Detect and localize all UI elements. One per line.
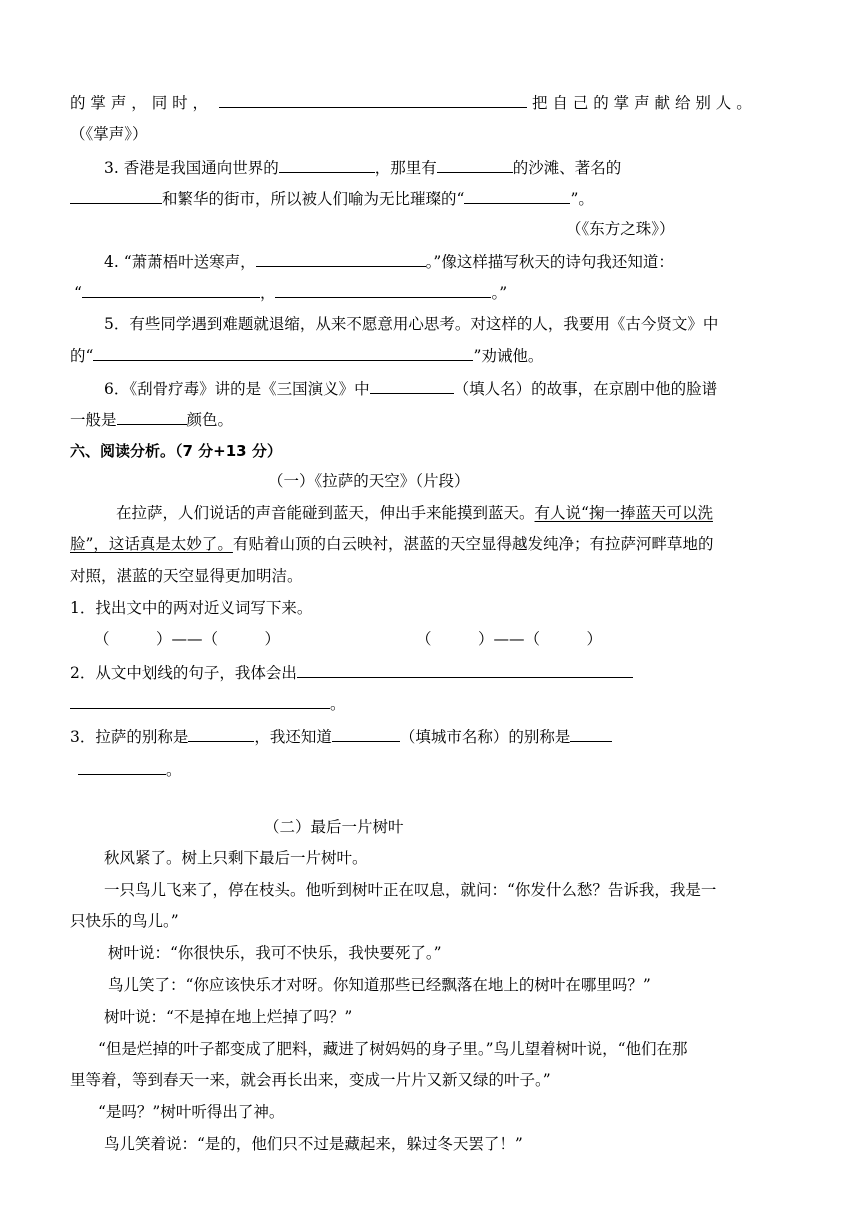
p1-question-1: 1．找出文中的两对近义词写下来。 [70,599,313,617]
synonym-pair-2[interactable]: （ ）——（ ） [416,630,603,648]
answer-blank[interactable] [437,156,513,173]
passage1-line3: 对照，湛蓝的天空显得更加明洁。 [70,567,303,585]
passage1-line1 [116,502,713,524]
answer-blank[interactable] [275,281,491,298]
answer-blank[interactable] [332,725,400,742]
question-3-cont [70,187,594,210]
text: 有贴着山顶的白云映衬，湛蓝的天空显得越发纯净；有拉萨河畔草地的 [232,535,714,553]
answer-blank[interactable] [188,725,254,742]
text: 的 掌 声 ， 同 时 ， [70,94,209,112]
underlined-sentence: 有人说“掬一捧蓝天可以洗 [534,504,713,522]
passage2-title: （二）最后一片树叶 [264,818,404,836]
answer-blank[interactable] [570,725,612,742]
question-5-cont [70,344,543,367]
passage2-line: 鸟儿笑着说：“是的，他们只不过是藏起来，躲过冬天罢了！” [104,1135,523,1153]
passage2-line: 里等着，等到春天一来，就会再长出来，变成一片片又新又绿的叶子。” [70,1071,551,1089]
answer-blank[interactable] [117,408,187,425]
answer-blank[interactable] [82,281,260,298]
answer-blank[interactable] [219,91,527,108]
passage2-line: “是吗？”树叶听得出了神。 [98,1103,285,1121]
question-6-cont [70,408,233,431]
underlined-sentence: 脸”，这话真是太妙了。 [70,535,233,553]
passage1-title: （一）《拉萨的天空》（片段） [268,472,470,490]
text: 2．从文中划线的句子，我体会出 [70,664,297,682]
text: ， [259,284,276,302]
text: 6．《刮骨疗毒》讲的是《三国演义》中 [104,380,370,398]
answer-blank[interactable] [464,187,570,204]
passage2-line: 秋风紧了。树上只剩下最后一片树叶。 [104,849,368,867]
text: 。” [491,284,508,302]
p1-question-3 [70,725,612,748]
text: ”。 [570,190,594,208]
source-dongfang: （《东方之珠》） [566,220,675,238]
answer-blank[interactable] [297,661,633,678]
text: 。 [330,695,346,713]
question-4 [104,250,674,273]
question-6 [104,377,717,400]
text: ，我还知道 [254,728,332,746]
text: 的“ [70,347,94,365]
answer-blank[interactable] [78,758,166,775]
text: “ [74,284,82,302]
text: 颜色。 [186,411,234,429]
text: 一般是 [70,411,117,429]
question-5: 5．有些同学遇到难题就退缩，从来不愿意用心思考。对这样的人，我要用《古今贤文》中 [104,315,719,333]
text: （填人名）的故事，在京剧中他的脸谱 [453,380,718,398]
text: 3. 香港是我国通向世界的 [104,159,279,177]
passage2-line: 树叶说：“你很快乐，我可不快乐，我快要死了。” [108,944,442,962]
text: 。 [166,761,182,779]
text: 和繁华的街市，所以被人们喻为无比璀璨的“ [162,190,465,208]
source-zhangsheng: （《掌声》） [70,125,148,143]
text: ，那里有 [374,159,437,177]
p1-question-2-cont [70,692,346,715]
question-3 [104,156,621,179]
passage2-line: 只快乐的鸟儿。” [70,912,179,930]
text: （填城市名称）的别称是 [399,728,571,746]
passage2-line: “但是烂掉的叶子都变成了肥料，藏进了树妈妈的身子里。”鸟儿望着树叶说，“他们在那 [98,1040,688,1058]
answer-blank[interactable] [256,250,426,267]
passage1-line2 [70,533,713,555]
text: 把 自 己 的 掌 声 献 给 别 人 。 [531,94,752,112]
text: 的沙滩、著名的 [512,159,622,177]
answer-blank[interactable] [70,692,330,709]
answer-blank[interactable] [93,344,473,361]
text: 在拉萨，人们说话的声音能碰到蓝天，伸出手来能摸到蓝天。 [116,504,535,522]
passage2-line: 树叶说：“不是掉在地上烂掉了吗？” [104,1008,353,1026]
text: ”劝诫他。 [473,347,544,365]
text: 。”像这样描写秋天的诗句我还知道： [425,253,674,271]
question-4-cont [74,281,507,304]
synonym-pair-1[interactable]: （ ）——（ ） [94,630,281,648]
text: 4. “萧萧梧叶送寒声， [104,253,256,271]
answer-blank[interactable] [370,377,454,394]
passage2-line: 一只鸟儿飞来了，停在枝头。他听到树叶正在叹息，就问：“你发什么愁？告诉我，我是一 [104,881,717,899]
section-title: 六、阅读分析。（7 分+13 分） [70,442,282,460]
passage2-line: 鸟儿笑了：“你应该快乐才对呀。你知道那些已经飘落在地上的树叶在哪里吗？” [108,976,651,994]
p1-question-2 [70,661,633,684]
text: 3．拉萨的别称是 [70,728,189,746]
answer-blank[interactable] [70,187,162,204]
p1-question-3-cont [78,758,182,781]
answer-blank[interactable] [279,156,375,173]
q2-tail-line [70,91,752,114]
